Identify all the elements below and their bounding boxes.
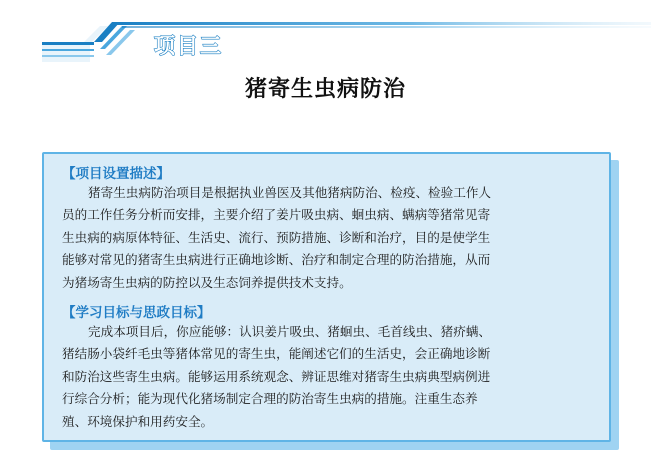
paragraph-line: 能够对常见的猪寄生虫病进行正确地诊断、治疗和制定合理的防治措施，从而 (62, 252, 491, 268)
chapter-title: 猪寄生虫病防治 (244, 76, 406, 102)
project-label: 项目三 (154, 34, 223, 58)
paragraph-line: 完成本项目后，你应能够：认识姜片吸虫、猪蛔虫、毛首线虫、猪疥螨、 (88, 324, 491, 339)
paragraph-line: 猪寄生虫病防治项目是根据执业兽医及其他猪病防治、检疫、检验工作人 (88, 185, 491, 200)
paragraph-line: 和防治这些寄生虫病。能够运用系统观念、辨证思维对猪寄生虫病典型病例进 (62, 368, 491, 384)
banner-stripes-graphic (42, 18, 651, 62)
paragraph-line: 行综合分析；能为现代化猪场制定合理的防治寄生虫病的措施。注重生态养 (62, 391, 478, 407)
paragraph-line: 生虫病的病原体特征、生活史、流行、预防措施、诊断和治疗，目的是使学生 (62, 229, 491, 245)
goals-paragraph (62, 321, 602, 433)
paragraph-line: 殖、环境保护和用药安全。 (62, 413, 214, 429)
section-heading-description: 【项目设置描述】 (62, 166, 170, 182)
project-banner (42, 18, 651, 62)
paragraph-line: 猪结肠小袋纤毛虫等猪体常见的寄生虫，能阐述它们的生活史，会正确地诊断 (62, 346, 491, 362)
project-description-box (42, 152, 611, 442)
paragraph-line: 员的工作任务分析而安排，主要介绍了姜片吸虫病、蛔虫病、螨病等猪常见寄 (62, 207, 491, 223)
paragraph-line: 为猪场寄生虫病的防控以及生态饲养提供技术支持。 (62, 274, 352, 290)
description-paragraph (62, 182, 602, 294)
section-heading-goals: 【学习目标与思政目标】 (62, 305, 211, 321)
